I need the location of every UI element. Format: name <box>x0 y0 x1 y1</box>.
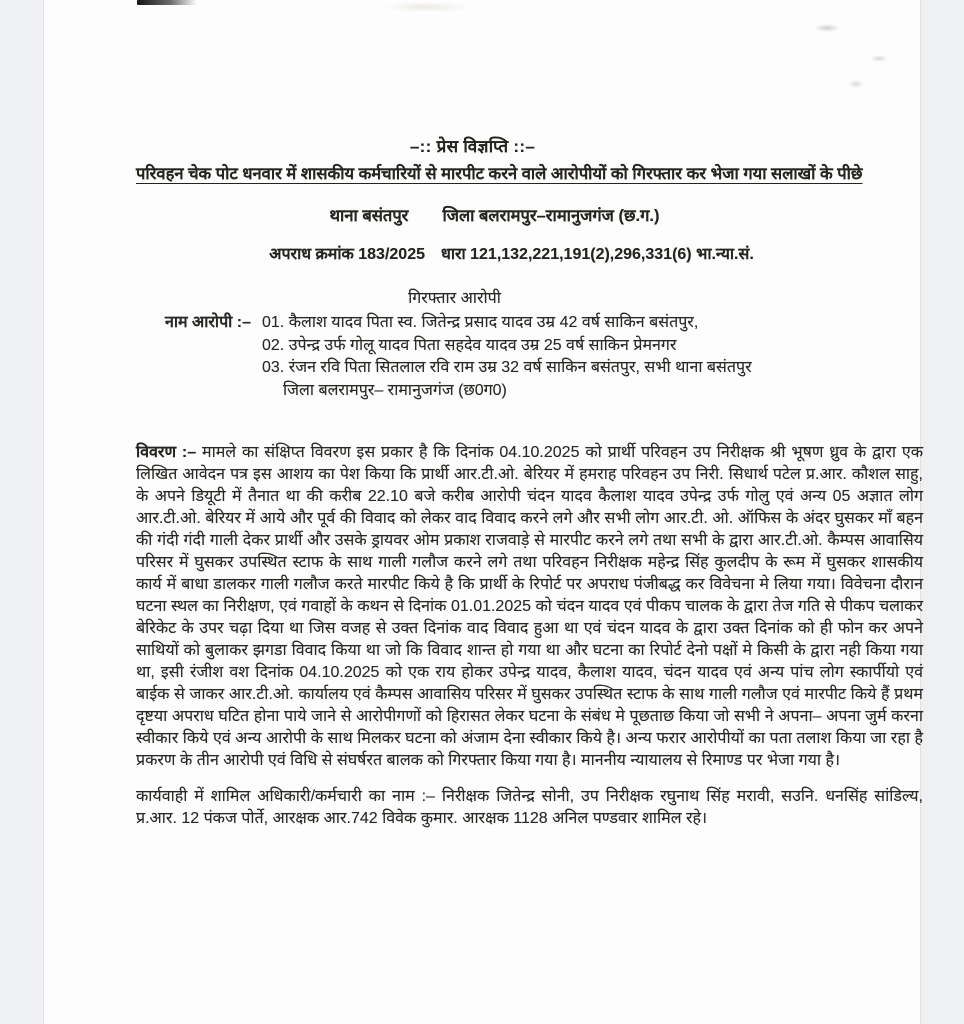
station-district-line <box>136 203 923 226</box>
accused-names-label: नाम आरोपी :– <box>165 314 251 331</box>
headline: परिवहन चेक पोट धनवार में शासकीय कर्मचारियों से मारपीट करने वाले आरोपीयों को गिरफ्तार कर भेजा गया सलाखों के पीछे <box>136 165 863 183</box>
accused-block <box>136 312 923 402</box>
details-text: मामले का संक्षिप्त विवरण इस प्रकार है कि दिनांक 04.10.2025 को प्रार्थी परिवहन उप निरीक्षक श्री भूषण ध्रुव के द्वारा एक लिखित आवेदन पत्र इस आशय का पेश किया कि प्रार्थी आर.टी.ओ. बेरियर में हमराह परिवहन उप निरी. सिधार्थ पटेल प्र.आर. कौशल साहु, के अपने डियूटी में तैनात था की करीब 22.10 बजे करीब आरोपी चंदन यादव कैलाश यादव उपेन्द्र उर्फ गोलु एवं अन्य 05 अज्ञात लोग आर.टी.ओ. बेरियर में आये और पूर्व की विवाद को लेकर वाद विवाद करने लगे और सभी लोग आर.टी. ओ. ऑफिस के अंदर घुसकर माँ बहन की गंदी गंदी गाली देकर प्रार्थी और उसके ड्रायवर ओम प्रकाश राजवाड़े से मारपीट करने लगे तथा सभी के द्वारा आर.टी.ओ. कैम्पस आवासिय परिसर में घुसकर उपस्थित स्टाफ के साथ गाली गलौज करने लगे तथा परिवहन निरीक्षक महेन्द्र सिंह कुलदीप के रूम में घुसकर शासकीय कार्य में बाधा डालकर गाली गलौज करते मारपीट किये है कि प्रार्थी के रिपोर्ट पर अपराध पंजीबद्ध कर विवेचना मे लिया गया। विवेचना दौरान घटना स्थल का निरीक्षण, एवं गवाहों के कथन से दिनांक 01.01.2025 को चंदन यादव एवं पीकप चालक के द्वारा तेज गति से पीकप चलाकर बेरिकेट के उपर चढ़ा दिया था जिस वजह से उक्त दिनांक वाद विवाद हुआ था एवं चंदन यादव के द्वारा उक्त दिनांक को ही फोन कर अपने साथियों को बुलाकर झगडा विवाद किया था जो कि विवाद शान्त हो गया था और घटना का रिपोर्ट देनो पक्षों मे किसी के द्वारा नही किया गया था, इसी रंजीश वश दिनांक 04.10.2025 को एक राय होकर उपेन्द्र यादव, कैलाश यादव, चंदन यादव एवं अन्य पांच लोग स्कार्पीयो एवं बाईक से जाकर आर.टी.ओ. कार्यालय एवं कैम्पस आवासिय परिसर में घुसकर उपस्थित स्टाफ के साथ गाली गलौज एवं मारपीट किये हैं प्रथम दृष्टया अपराध घटित होना पाये जाने से आरोपीगणों को हिरासत लेकर घटना के संबंध मे पूछताछ किया जो सभी ने अपना– अपना जुर्म करना स्वीकार किये एवं अन्य आरोपी के साथ मिलकर घटना को अंजाम देना स्वीकार किये है। अन्य फरार आरोपीयों का पता तलाश किया जा रहा है प्रकरण के तीन आरोपी एवं विधि से संघर्षरत बालक को गिरफ्तार किया गया है। माननीय न्यायालय से रिमाण्ड पर भेजा गया है। <box>136 444 923 769</box>
details-label: विवरण :– <box>136 444 197 461</box>
accused-item-3-continuation: जिला बलरामपुर– रामानुजगंज (छ0ग0) <box>283 381 507 399</box>
accused-list <box>262 312 923 402</box>
accused-item-1: 01. कैलाश यादव पिता स्व. जितेन्द्र प्रसाद यादव उम्र 42 वर्ष साकिन बसंतपुर, <box>262 314 699 331</box>
officers-text: निरीक्षक जितेन्द्र सोनी, उप निरीक्षक रघुनाथ सिंह मरावी, सउनि. धनसिंह सांडिल्य, प्र.आर. 12 पंकज पोर्ते, आरक्षक आर.742 विवेक कुमार. आरक्षक 1128 अनिल पण्डवार शामिल रहे। <box>136 788 923 827</box>
case-number: अपराध क्रमांक 183/2025 <box>269 246 425 263</box>
document-content <box>136 0 923 830</box>
case-line <box>136 242 923 264</box>
station-name: थाना बसंतपुर <box>329 207 409 225</box>
arrested-accused-heading: गिरफ्तार आरोपी <box>408 290 501 307</box>
case-details-paragraph <box>136 442 923 772</box>
officers-label: कार्यवाही में शामिल अधिकारी/कर्मचारी का नाम :– <box>136 788 435 805</box>
officers-involved-paragraph <box>136 786 923 830</box>
accused-item-2: 02. उपेन्द्र उर्फ गोलू यादव पिता सहदेव यादव उम्र 25 वर्ष साकिन प्रेमनगर <box>262 336 677 354</box>
accused-row <box>136 312 923 402</box>
district-name: जिला बलरामपुर–रामानुजगंज (छ.ग.) <box>442 207 660 225</box>
document-page <box>43 0 921 1024</box>
press-release-title: –:: प्रेस विज्ञप्ति ::– <box>409 137 536 156</box>
accused-item-3: 03. रंजन रवि पिता सितलाल रवि राम उम्र 32 वर्ष साकिन बसंतपुर, सभी थाना बसंतपुर <box>262 359 752 376</box>
law-sections: धारा 121,132,221,191(2),296,331(6) भा.न्या.सं. <box>441 246 754 263</box>
